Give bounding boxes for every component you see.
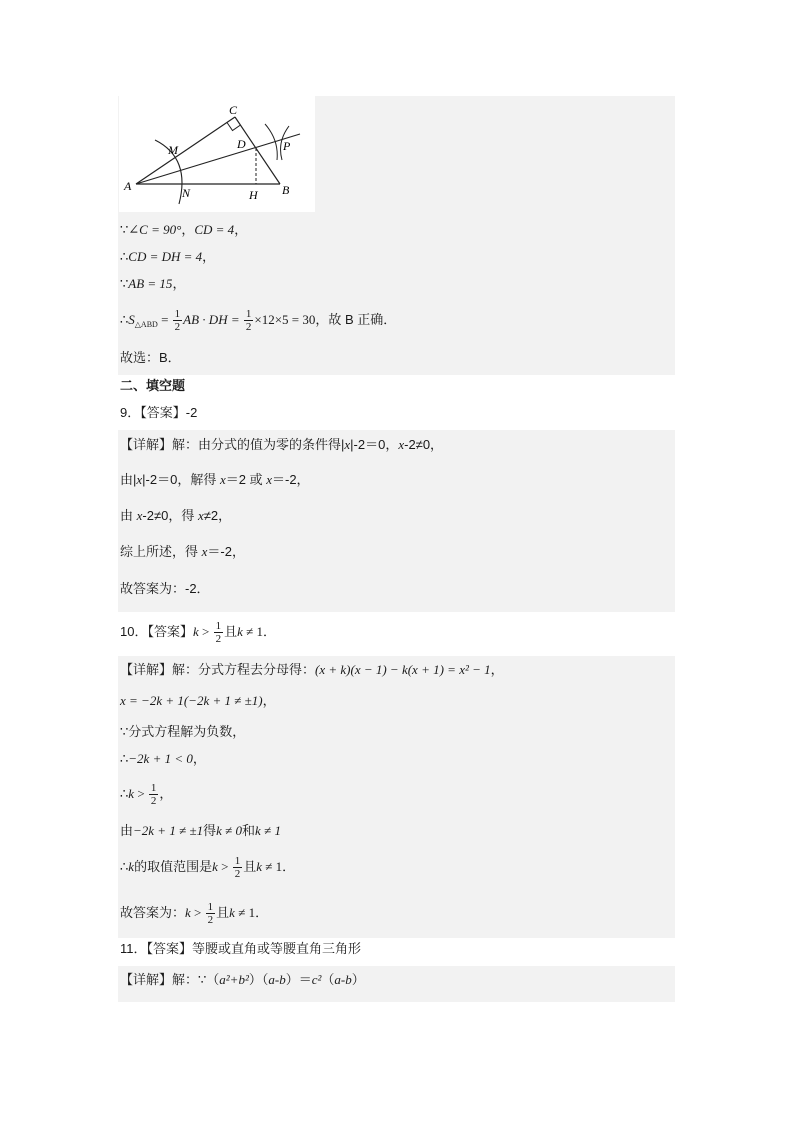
label-c: C — [229, 103, 238, 117]
q9-detail-4: 综上所述，得 x＝-2， — [120, 544, 245, 559]
q9-detail-3: 由 x-2≠0，得 x≠2， — [120, 508, 232, 523]
q10-detail-2: x = −2k + 1(−2k + 1 ≠ ±1)， — [120, 693, 276, 708]
q11-answer: 11．【答案】等腰或直角或等腰直角三角形 — [120, 941, 362, 956]
fraction-half: $\frac{1}{2}$ — [245, 308, 252, 334]
q8-line-4: $\therefore S_{\triangle ABD}$ = $\frac{1}{2}$ AB · DH = $\frac{1}{2}$ ×12×5 = 30，故 B 正确． — [120, 308, 397, 334]
label-m: M — [168, 143, 178, 157]
q9-detail-5: 故答案为：-2． — [120, 581, 210, 596]
q10-detail-6: 由−2k + 1 ≠ ±1得k ≠ 0和k ≠ 1 — [120, 823, 281, 838]
q8-line-3: ∵AB = 15， — [120, 276, 186, 291]
label-d: D — [237, 137, 246, 151]
q8-line-2: ∴CD = DH = 4， — [120, 249, 216, 264]
q10-detail-8: 故答案为：k > $\frac{1}{2}$ 且k ≠ 1． — [120, 901, 269, 927]
q9-detail-1: 【详解】解：由分式的值为零的条件得|x|-2＝0，x-2≠0， — [120, 437, 444, 452]
q10-detail-7: ∴k的取值范围是k > $\frac{1}{2}$ 且k ≠ 1． — [120, 855, 296, 881]
label-p: P — [283, 139, 291, 153]
q11-detail-1: 【详解】解：∵（a²+b²）（a-b）＝c²（a-b） — [120, 972, 365, 987]
q8-line-5: 故选：B． — [120, 350, 181, 365]
q10-detail-4: ∴−2k + 1 < 0， — [120, 751, 206, 766]
section-title-fill-blank: 二、填空题 — [120, 378, 186, 393]
label-n: N — [182, 186, 191, 200]
q10-detail-1: 【详解】解：分式方程去分母得：(x + k)(x − 1) − k(x + 1) = x² − 1， — [120, 662, 504, 677]
q10-detail-5: ∴k > $\frac{1}{2}$ ， — [120, 782, 173, 808]
fraction-half: $\frac{1}{2}$ — [207, 901, 214, 927]
q9-detail-2: 由|x|-2＝0，解得 x＝2 或 x＝-2， — [120, 472, 310, 487]
q10-answer: 10．【答案】k > $\frac{1}{2}$ 且k ≠ 1． — [120, 620, 277, 646]
fraction-half: $\frac{1}{2}$ — [234, 855, 241, 881]
right-angle-mark — [227, 123, 241, 131]
q9-answer: 9．【答案】-2 — [120, 405, 198, 420]
label-a: A — [124, 179, 132, 193]
triangle-diagram — [119, 96, 315, 212]
q10-detail-3: ∵分式方程解为负数， — [120, 724, 246, 739]
fraction-half: $\frac{1}{2}$ — [150, 782, 157, 808]
fraction-half: $\frac{1}{2}$ — [174, 308, 181, 334]
side-ac — [136, 117, 235, 184]
fraction-half: $\frac{1}{2}$ — [215, 620, 222, 646]
q8-line-1: ∵∠C = 90°，CD = 4， — [120, 222, 248, 237]
triangle-figure — [119, 96, 315, 212]
arc-p1 — [265, 124, 277, 160]
label-b: B — [282, 183, 290, 197]
label-h: H — [249, 188, 258, 202]
